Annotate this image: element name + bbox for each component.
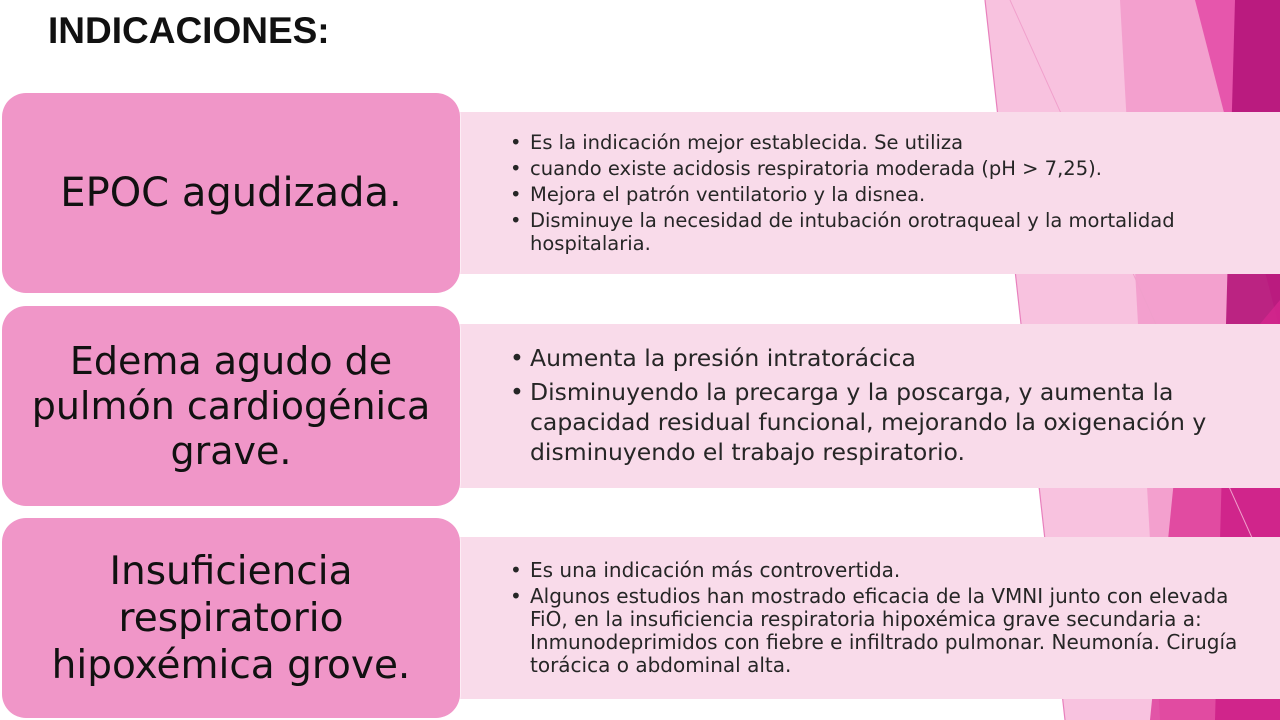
indication-label (2, 518, 460, 718)
indication-label-text: Insuficiencia respiratorio hipoxémica grove. (51, 548, 411, 688)
detail-box (420, 112, 1280, 274)
bullet-item: • Disminuye la necesidad de intubación orotraqueal y la mortalidad hospitalaria. (510, 209, 1244, 255)
indication-label-text: Edema agudo de pulmón cardiogénica grave. (31, 338, 431, 473)
indication-label-text: EPOC agudizada. (60, 170, 402, 216)
bullet-item: • Algunos estudios han mostrado eficacia de la VMNI junto con elevada FiO, en la insuficiencia respiratoria hipoxémica grave secundaria a: Inmunodeprimidos con fiebre e infiltrado pulmonar. Neumonía. Cirugía torácica o abdominal alta. (510, 585, 1244, 677)
detail-box (420, 324, 1280, 488)
indication-label (2, 93, 460, 293)
bullet-item: • Disminuyendo la precarga y la poscarga, y aumenta la capacidad residual funcional, mejorando la oxigenación y disminuyendo el trabajo respiratorio. (510, 377, 1244, 467)
bullet-item: • Es la indicación mejor establecida. Se utiliza (510, 131, 1244, 154)
slide-title: INDICACIONES: (48, 10, 330, 51)
bullet-item: • Es una indicación más controvertida. (510, 559, 1244, 582)
indication-label (2, 306, 460, 506)
bullet-item: • cuando existe acidosis respiratoria moderada (pH > 7,25). (510, 157, 1244, 180)
detail-box (420, 537, 1280, 699)
bullet-item: • Aumenta la presión intratorácica (510, 343, 1244, 373)
bullet-list (510, 556, 1244, 680)
bullet-item: • Mejora el patrón ventilatorio y la disnea. (510, 183, 1244, 206)
bullet-list (510, 128, 1244, 258)
bullet-list (510, 341, 1244, 471)
